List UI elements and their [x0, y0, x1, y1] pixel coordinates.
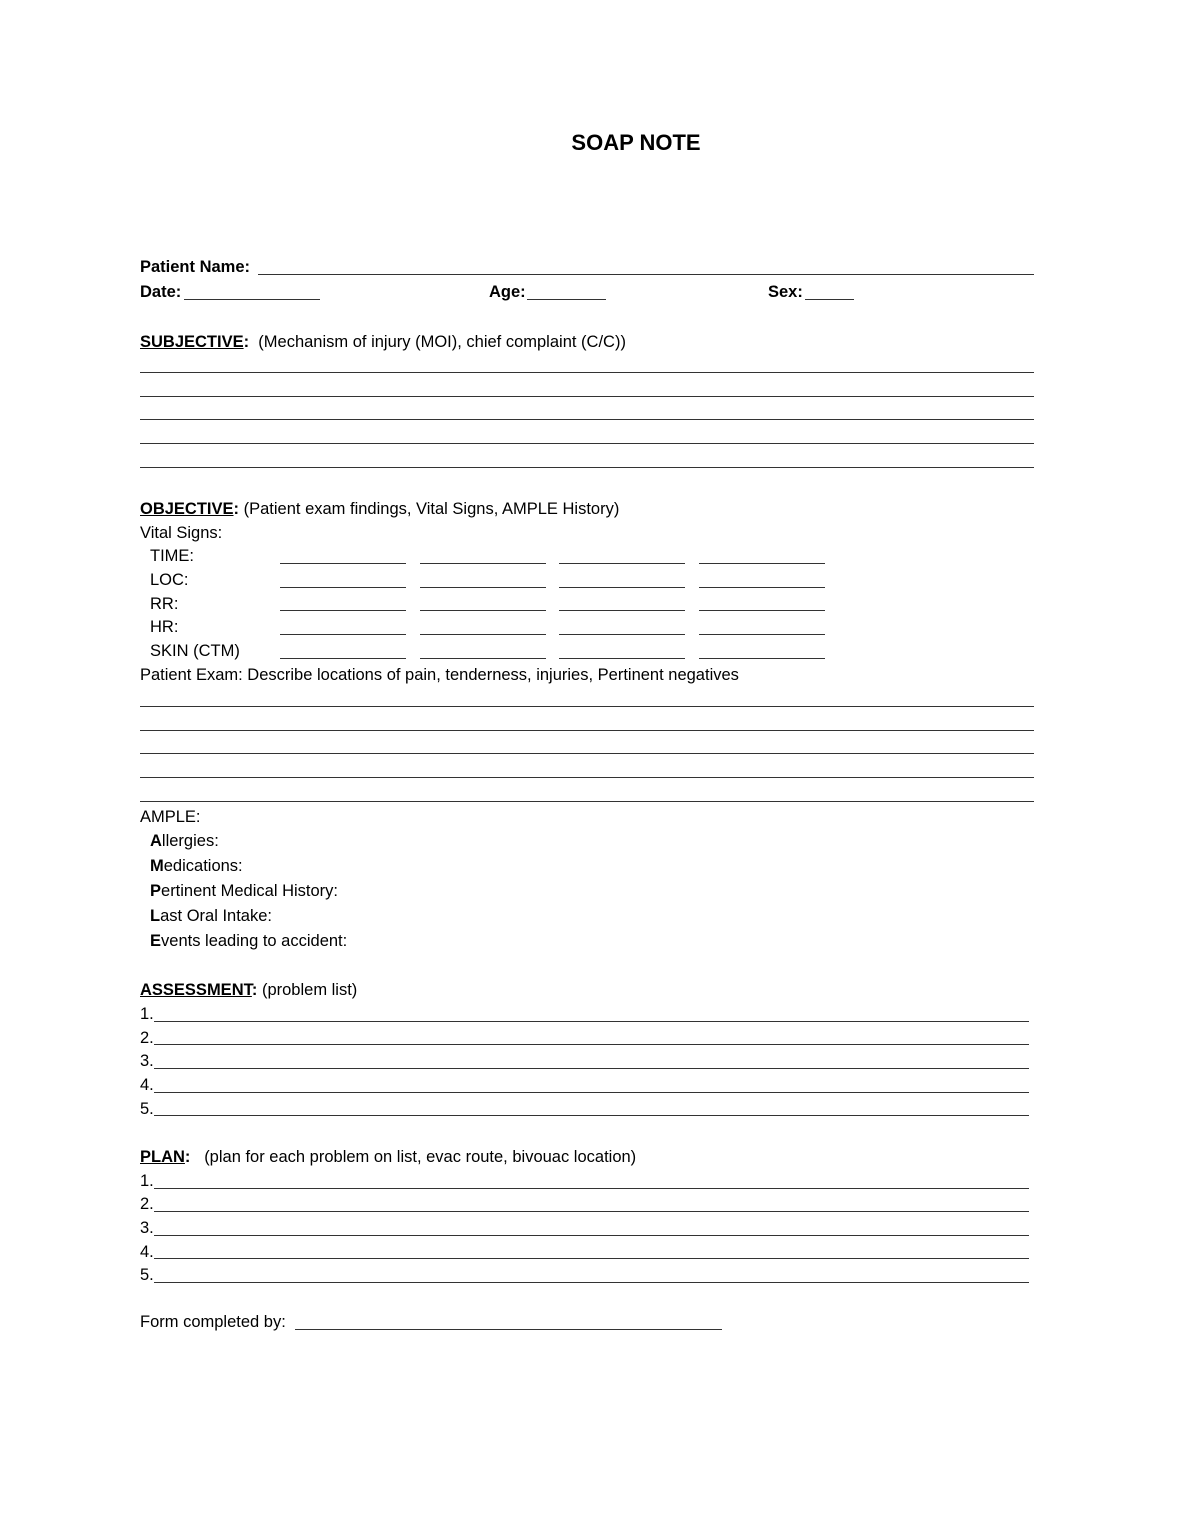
ample-medications: Medications: [150, 857, 243, 875]
patient-exam-line-2[interactable] [140, 730, 1034, 731]
patient-exam-line-5[interactable] [140, 801, 1034, 802]
vital-rr-field-2[interactable] [420, 610, 546, 611]
vital-hr-field-3[interactable] [559, 634, 685, 635]
completed-by-field[interactable] [295, 1329, 722, 1330]
vital-time-label: TIME: [150, 547, 194, 565]
vital-skin-field-1[interactable] [280, 658, 406, 659]
plan-heading: PLAN [140, 1148, 185, 1166]
ample-medical-history: Pertinent Medical History: [150, 882, 338, 900]
plan-header: PLAN: (plan for each problem on list, evac route, bivouac location) [140, 1148, 637, 1166]
vital-loc-field-2[interactable] [420, 587, 546, 588]
vital-time-field-2[interactable] [420, 563, 546, 564]
vital-loc-field-3[interactable] [559, 587, 685, 588]
vital-time-field-1[interactable] [280, 563, 406, 564]
objective-description: (Patient exam findings, Vital Signs, AMPLE History) [243, 500, 620, 518]
sex-label: Sex: [768, 283, 803, 301]
ample-allergies: Allergies: [150, 832, 219, 850]
subjective-line-2[interactable] [140, 396, 1034, 397]
vital-rr-field-1[interactable] [280, 610, 406, 611]
vital-rr-field-4[interactable] [699, 610, 825, 611]
vital-skin-field-4[interactable] [699, 658, 825, 659]
vital-hr-field-1[interactable] [280, 634, 406, 635]
vital-skin-field-3[interactable] [559, 658, 685, 659]
ample-events: Events leading to accident: [150, 932, 348, 950]
assessment-line-4[interactable] [154, 1092, 1029, 1093]
subjective-heading: SUBJECTIVE [140, 333, 244, 351]
assessment-item-number: 4. [140, 1076, 154, 1094]
plan-line-2[interactable] [154, 1211, 1029, 1212]
plan-description: (plan for each problem on list, evac route, bivouac location) [204, 1148, 637, 1166]
patient-exam-label: Patient Exam: Describe locations of pain, tenderness, injuries, Pertinent negatives [140, 666, 739, 684]
page-title: SOAP NOTE [571, 130, 701, 155]
assessment-item-number: 5. [140, 1100, 154, 1118]
assessment-line-1[interactable] [154, 1021, 1029, 1022]
vital-time-field-4[interactable] [699, 563, 825, 564]
plan-line-4[interactable] [154, 1258, 1029, 1259]
plan-item-number: 5. [140, 1266, 154, 1284]
assessment-line-5[interactable] [154, 1115, 1029, 1116]
objective-header: OBJECTIVE: (Patient exam findings, Vital Signs, AMPLE History) [140, 500, 620, 518]
vital-loc-field-1[interactable] [280, 587, 406, 588]
age-field[interactable] [527, 299, 606, 300]
vital-rr-label: RR: [150, 595, 179, 613]
patient-name-label: Patient Name: [140, 258, 251, 276]
objective-heading: OBJECTIVE [140, 500, 234, 518]
assessment-header: ASSESSMENT: (problem list) [140, 981, 358, 999]
age-label: Age: [489, 283, 526, 301]
subjective-line-1[interactable] [140, 372, 1034, 373]
sex-field[interactable] [805, 299, 854, 300]
subjective-description: (Mechanism of injury (MOI), chief complaint (C/C)) [258, 333, 626, 351]
vital-time-field-3[interactable] [559, 563, 685, 564]
completed-by-label: Form completed by: [140, 1313, 286, 1331]
plan-item-number: 3. [140, 1219, 154, 1237]
plan-item-number: 1. [140, 1172, 154, 1190]
assessment-description: (problem list) [261, 981, 358, 999]
assessment-line-3[interactable] [154, 1068, 1029, 1069]
plan-line-1[interactable] [154, 1188, 1029, 1189]
plan-line-3[interactable] [154, 1235, 1029, 1236]
patient-name-field[interactable] [258, 274, 1034, 275]
patient-exam-line-4[interactable] [140, 777, 1034, 778]
vital-skin-field-2[interactable] [420, 658, 546, 659]
subjective-line-4[interactable] [140, 443, 1034, 444]
subjective-line-3[interactable] [140, 419, 1034, 420]
assessment-item-number: 1. [140, 1005, 154, 1023]
ample-last-oral-intake: Last Oral Intake: [150, 907, 272, 925]
vital-loc-field-4[interactable] [699, 587, 825, 588]
assessment-line-2[interactable] [154, 1044, 1029, 1045]
plan-line-5[interactable] [154, 1282, 1029, 1283]
ample-label: AMPLE: [140, 808, 201, 826]
subjective-header: SUBJECTIVE: (Mechanism of injury (MOI), chief complaint (C/C)) [140, 333, 626, 351]
vital-rr-field-3[interactable] [559, 610, 685, 611]
vital-signs-label: Vital Signs: [140, 524, 223, 542]
plan-item-number: 2. [140, 1195, 154, 1213]
vital-hr-label: HR: [150, 618, 179, 636]
vital-hr-field-4[interactable] [699, 634, 825, 635]
vital-loc-label: LOC: [150, 571, 189, 589]
plan-item-number: 4. [140, 1243, 154, 1261]
assessment-heading: ASSESSMENT [140, 981, 252, 999]
subjective-line-5[interactable] [140, 467, 1034, 468]
assessment-item-number: 2. [140, 1029, 154, 1047]
patient-exam-line-1[interactable] [140, 706, 1034, 707]
vital-skin-label: SKIN (CTM) [150, 642, 240, 660]
assessment-item-number: 3. [140, 1052, 154, 1070]
patient-exam-line-3[interactable] [140, 753, 1034, 754]
date-label: Date: [140, 283, 182, 301]
date-field[interactable] [184, 299, 320, 300]
vital-hr-field-2[interactable] [420, 634, 546, 635]
